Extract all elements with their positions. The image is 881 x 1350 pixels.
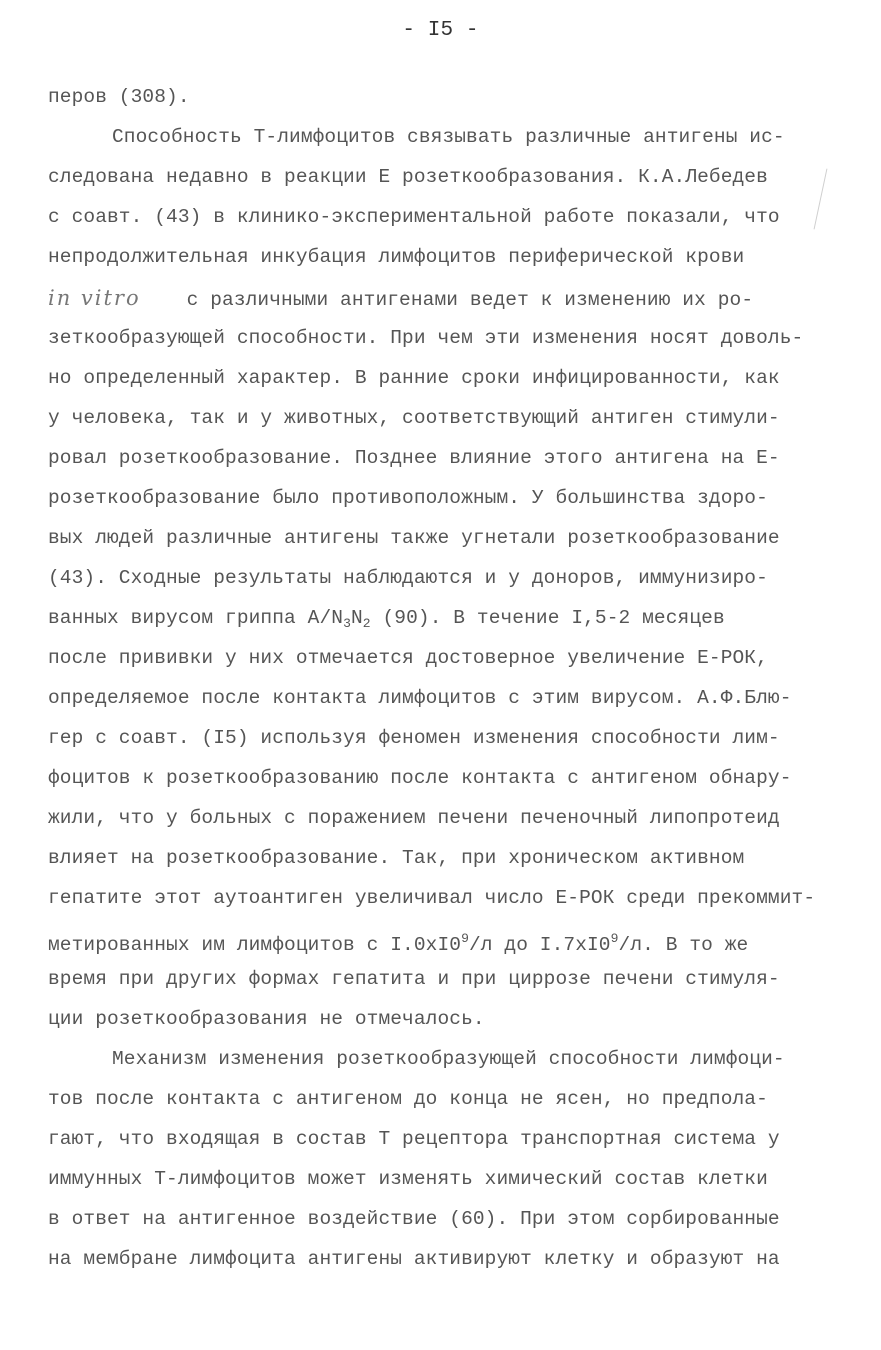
text-line: на мембране лимфоцита антигены активируют клетку и образуют на <box>48 1248 780 1270</box>
text-line: в ответ на антигенное воздействие (60). При этом сорбированные <box>48 1208 780 1230</box>
text-line: фоцитов к розеткообразованию после контакта с антигеном обнару- <box>48 767 792 789</box>
subscript: 2 <box>362 616 371 631</box>
text-line: но определенный характер. В ранние сроки инфицированности, как <box>48 367 780 389</box>
text-segment: ванных вирусом гриппа A/N <box>48 607 344 629</box>
text-segment: метированных им лимфоцитов с I.0xI0 <box>48 934 462 956</box>
text-segment: /л. В то же <box>618 934 749 956</box>
text-line: время при других формах гепатита и при циррозе печени стимуля- <box>48 968 780 990</box>
text-line: непродолжительная инкубация лимфоцитов периферической крови <box>48 246 745 268</box>
superscript: 9 <box>610 931 619 946</box>
text-line: иммунных Т-лимфоцитов может изменять химический состав клетки <box>48 1168 768 1190</box>
text-line: после прививки у них отмечается достоверное увеличение Е-РОК, <box>48 647 768 669</box>
text-line: с соавт. (43) в клинико-экспериментальной работе показали, что <box>48 206 780 228</box>
formula-letter: N <box>350 607 363 629</box>
text-line <box>48 283 753 313</box>
handwritten-insert: in vitro <box>48 286 141 310</box>
text-line: (43). Сходные результаты наблюдаются и у доноров, иммунизиро- <box>48 567 768 589</box>
text-line: вых людей различные антигены также угнетали розеткообразование <box>48 527 780 549</box>
superscript: 9 <box>461 931 469 946</box>
text-line: ции розеткообразования не отмечалось. <box>48 1008 485 1030</box>
text-line: гер с соавт. (I5) используя феномен изменения способности лим- <box>48 727 780 749</box>
text-line: гепатите этот аутоантиген увеличивал число Е-РОК среди прекоммит- <box>48 887 816 909</box>
text-line <box>48 924 748 954</box>
text-line: ровал розеткообразование. Позднее влияние этого антигена на Е- <box>48 447 780 469</box>
subscript: 3 <box>343 616 351 631</box>
text-line: перов (308). <box>48 86 190 108</box>
text-line: определяемое после контакта лимфоцитов с этим вирусом. А.Ф.Блю- <box>48 687 792 709</box>
text-line: розеткообразование было противоположным. У большинства здоро- <box>48 487 768 509</box>
text-line: влияет на розеткообразование. Так, при хроническом активном <box>48 847 745 869</box>
margin-mark <box>814 169 828 230</box>
text-line: зеткообразующей способности. При чем эти изменения носят доволь- <box>48 327 804 349</box>
text-line: Способность Т-лимфоцитов связывать различные антигены ис- <box>112 126 785 148</box>
text-line: следована недавно в реакции Е розеткообразования. К.А.Лебедев <box>48 166 768 188</box>
text-line: тов после контакта с антигеном до конца не ясен, но предпола- <box>48 1088 768 1110</box>
text-segment: /л до I.7xI0 <box>468 934 611 956</box>
text-line: у человека, так и у животных, соответствующий антиген стимули- <box>48 407 780 429</box>
text-line: Механизм изменения розеткообразующей способности лимфоци- <box>112 1048 785 1070</box>
text-line: жили, что у больных с поражением печени печеночный липопротеид <box>48 807 780 829</box>
text-line <box>48 603 725 633</box>
text-segment: с различными антигенами ведет к изменению их ро- <box>186 289 754 311</box>
page-number: - I5 - <box>402 19 479 42</box>
text-segment: (90). В течение I,5-2 месяцев <box>370 607 725 629</box>
text-line: гают, что входящая в состав Т рецептора транспортная система у <box>48 1128 780 1150</box>
